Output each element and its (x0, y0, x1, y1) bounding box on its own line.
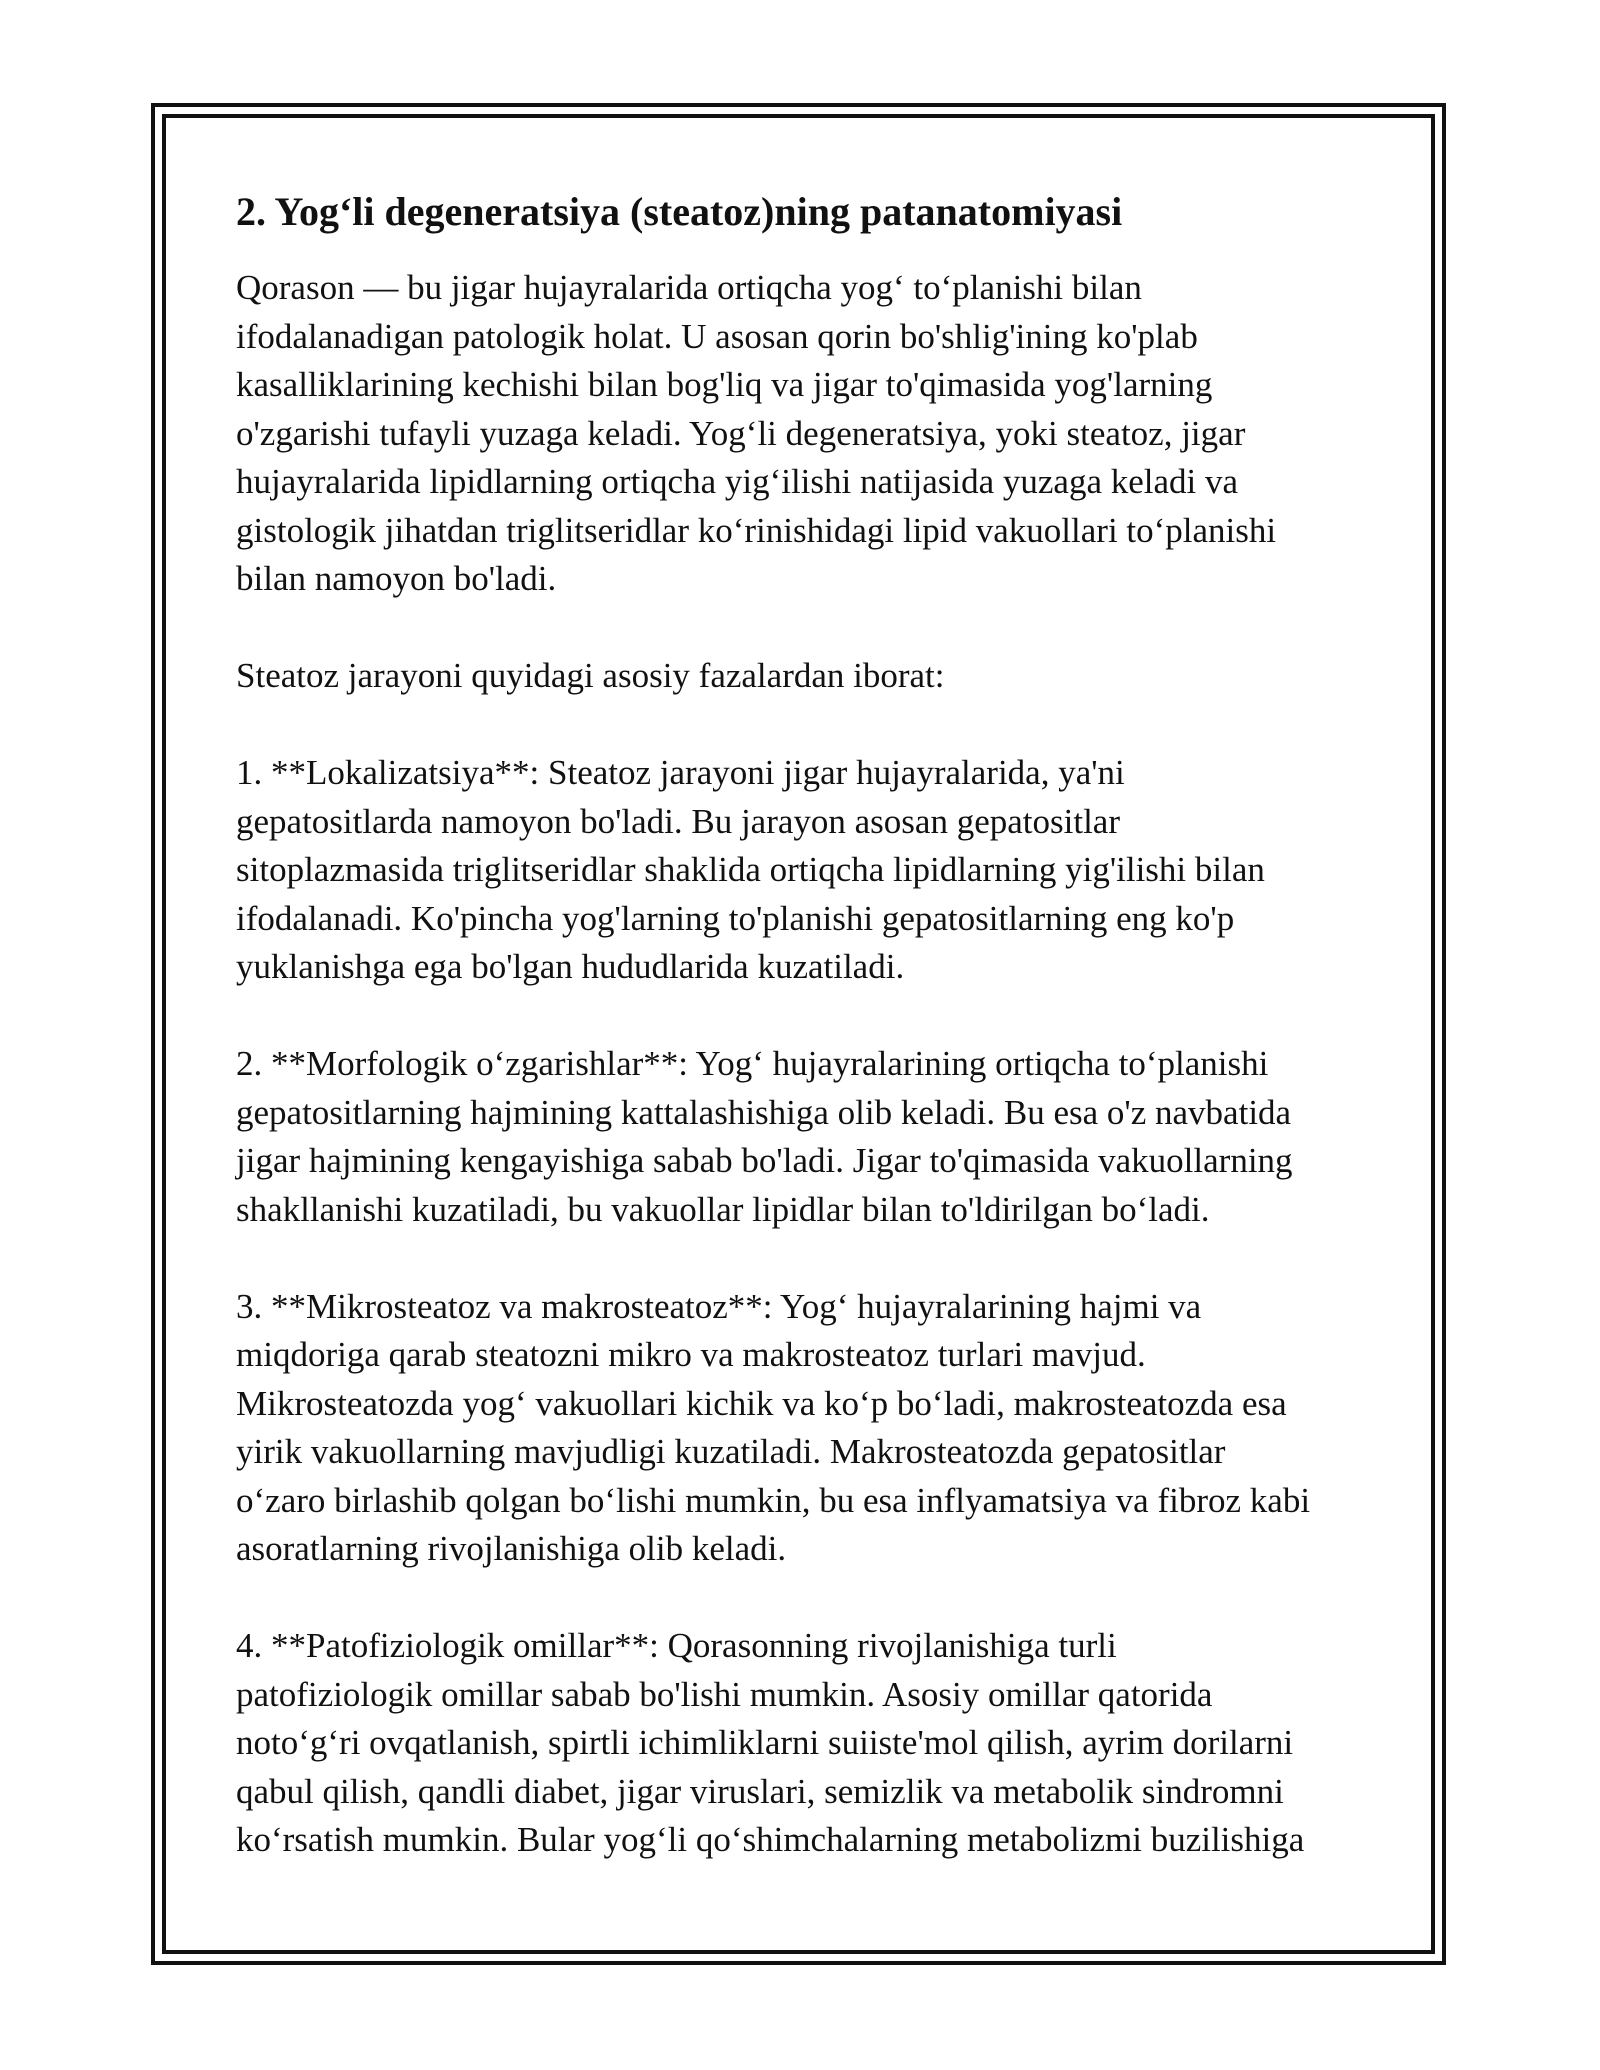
text-line: patofiziologik omillar sabab bo'lishi mumkin. Asosiy omillar qatorida (236, 1674, 1213, 1714)
paragraph-phases-intro (236, 652, 1386, 701)
section-heading: 2. Yog‘li degeneratsiya (steatoz)ning patanatomiyasi (236, 189, 1123, 234)
list-item-pathophysiology (236, 1622, 1386, 1865)
text-line: hujayralarida lipidlarning ortiqcha yig‘ilishi natijasida yuzaga keladi va (236, 462, 1239, 501)
text-line: Mikrosteatozda yog‘ vakuollari kichik va ko‘p bo‘ladi, makrosteatozda esa (236, 1383, 1287, 1423)
text-line: noto‘g‘ri ovqatlanish, spirtli ichimliklarni suiiste'mol qilish, ayrim dorilarni (236, 1723, 1294, 1762)
text-line: yirik vakuollarning mavjudligi kuzatiladi. Makrosteatozda gepatositlar (236, 1432, 1226, 1471)
text-line: 4. **Patofiziologik omillar**: Qorasonning rivojlanishiga turli (236, 1626, 1117, 1665)
text-line: gepatositlarning hajmining kattalashishiga olib keladi. Bu esa o'z navbatida (236, 1092, 1292, 1132)
text-line: 1. **Lokalizatsiya**: Steatoz jarayoni jigar hujayralarida, ya'ni (236, 753, 1125, 792)
text-line: Qorason — bu jigar hujayralarida ortiqcha yog‘ to‘planishi bilan (236, 268, 1142, 307)
document-body (236, 188, 1386, 1913)
text-line: ko‘rsatish mumkin. Bular yog‘li qo‘shimchalarning metabolizmi buzilishiga (236, 1820, 1305, 1859)
list-item-morphology (236, 1040, 1386, 1234)
text-line: gistologik jihatdan triglitseridlar ko‘rinishidagi lipid vakuollari to‘planishi (236, 510, 1277, 550)
list-item-micro-macro (236, 1283, 1386, 1574)
text-line: shakllanishi kuzatiladi, bu vakuollar lipidlar bilan to'ldirilgan bo‘ladi. (236, 1189, 1210, 1229)
text-line: ifodalanadigan patologik holat. U asosan qorin bo'shlig'ining ko'plab (236, 316, 1198, 356)
text-line: o‘zaro birlashib qolgan bo‘lishi mumkin, bu esa inflyamatsiya va fibroz kabi (236, 1480, 1311, 1520)
text-line: asoratlarning rivojlanishiga olib keladi. (236, 1529, 787, 1568)
text-line: miqdoriga qarab steatozni mikro va makrosteatoz turlari mavjud. (236, 1335, 1146, 1374)
text-line: yuklanishga ega bo'lgan hududlarida kuzatiladi. (236, 947, 905, 986)
text-line: qabul qilish, qandli diabet, jigar viruslari, semizlik va metabolik sindromni (236, 1771, 1284, 1811)
text-line: bilan namoyon bo'ladi. (236, 559, 557, 598)
text-line: Steatoz jarayoni quyidagi asosiy fazalardan iborat: (236, 656, 945, 695)
text-line: kasalliklarining kechishi bilan bog'liq va jigar to'qimasida yog'larning (236, 365, 1213, 404)
text-line: 3. **Mikrosteatoz va makrosteatoz**: Yog‘ hujayralarining hajmi va (236, 1286, 1202, 1326)
text-line: 2. **Morfologik o‘zgarishlar**: Yog‘ hujayralarining ortiqcha to‘planishi (236, 1044, 1269, 1083)
text-line: sitoplazmasida triglitseridlar shaklida ortiqcha lipidlarning yig'ilishi bilan (236, 850, 1265, 889)
paragraph-intro (236, 264, 1386, 604)
text-line: jigar hajmining kengayishiga sabab bo'ladi. Jigar to'qimasida vakuollarning (236, 1141, 1293, 1180)
text-line: gepatositlarda namoyon bo'ladi. Bu jarayon asosan gepatositlar (236, 801, 1120, 841)
list-item-localization (236, 749, 1386, 992)
text-line: o'zgarishi tufayli yuzaga keladi. Yog‘li degeneratsiya, yoki steatoz, jigar (236, 413, 1246, 453)
text-line: ifodalanadi. Ko'pincha yog'larning to'planishi gepatositlarning eng ko'p (236, 898, 1235, 938)
